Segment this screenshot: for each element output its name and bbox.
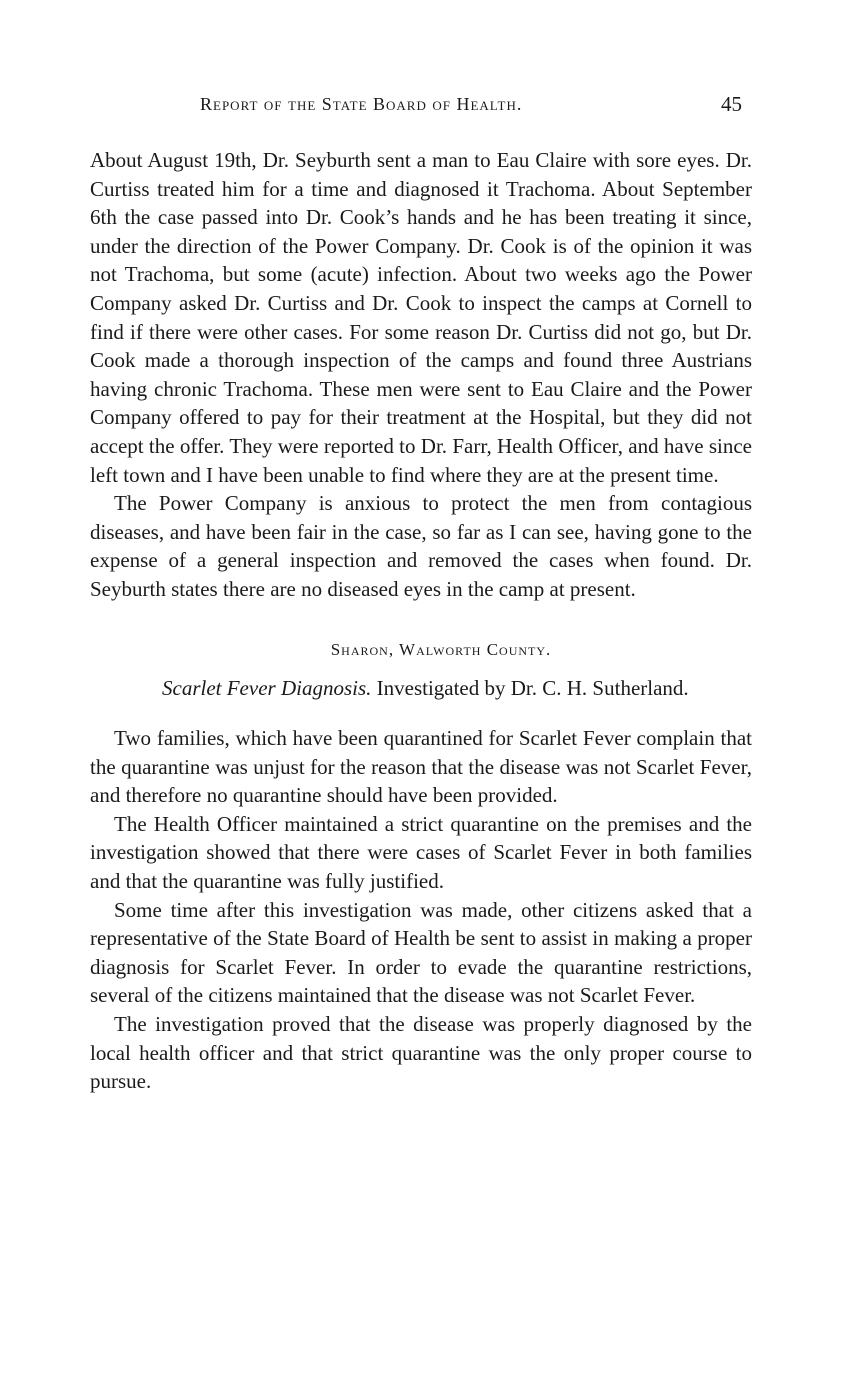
section-subject	[162, 674, 748, 703]
section-heading: Sharon, Walworth County.	[330, 639, 552, 659]
subject-title: Scarlet Fever Diagnosis.	[162, 675, 372, 700]
section-paragraph-4: The investigation proved that the disease was properly diagnosed by the local health officer and that strict quarantine was the only proper course to pursue.	[90, 1012, 752, 1094]
section-paragraph-2: The Health Officer maintained a strict quarantine on the premises and the investigation showed that there were cases of Scarlet Fever in both families and that the quarantine was fully justified.	[90, 811, 752, 894]
page-number: 45	[721, 92, 742, 116]
body-paragraph-2: The Power Company is anxious to protect the men from contagious diseases, and have been fair in the case, so far as I can see, having gone to the expense of a general inspection and removed the cases when found. Dr. Seyburth states there are no diseased eyes in the camp at present.	[90, 491, 752, 601]
document-page	[90, 88, 752, 1096]
running-title: Report of the State Board of Health.	[200, 94, 523, 114]
section-paragraph-3: Some time after this investigation was made, other citizens asked that a representative of the State Board of Health be sent to assist in making a proper diagnosis for Scarlet Fever. In order to evade the quarantine restrictions, several of the citizens maintained that the disease was not Scarlet Fever.	[90, 897, 752, 1008]
body-paragraph-1: About August 19th, Dr. Seyburth sent a man to Eau Claire with sore eyes. Dr. Curtiss treated him for a time and diagnosed it Trachoma. About September 6th the case passed into Dr. Cook’s hands and he has been treating it since, under the direction of the Power Company. Dr. Cook is of the opinion it was not Trachoma, but some (acute) infection. About two weeks ago the Power Company asked Dr. Curtiss and Dr. Cook to inspect the camps at Cornell to find if there were other cases. For some reason Dr. Curtiss did not go, but Dr. Cook made a thorough inspection of the camps and found three Austrians having chronic Trachoma. These men were sent to Eau Claire and the Power Company offered to pay for their treatment at the Hospital, but they did not accept the offer. They were reported to Dr. Farr, Health Officer, and have since left town and I have been unable to find where they are at the present time.	[90, 148, 752, 487]
section-paragraph-1: Two families, which have been quarantined for Scarlet Fever complain that the quarantine was unjust for the reason that the disease was not Scarlet Fever, and therefore no quarantine should have been provided.	[90, 726, 752, 808]
subject-investigator: Investigated by Dr. C. H. Sutherland.	[371, 675, 689, 700]
running-head	[90, 88, 752, 122]
